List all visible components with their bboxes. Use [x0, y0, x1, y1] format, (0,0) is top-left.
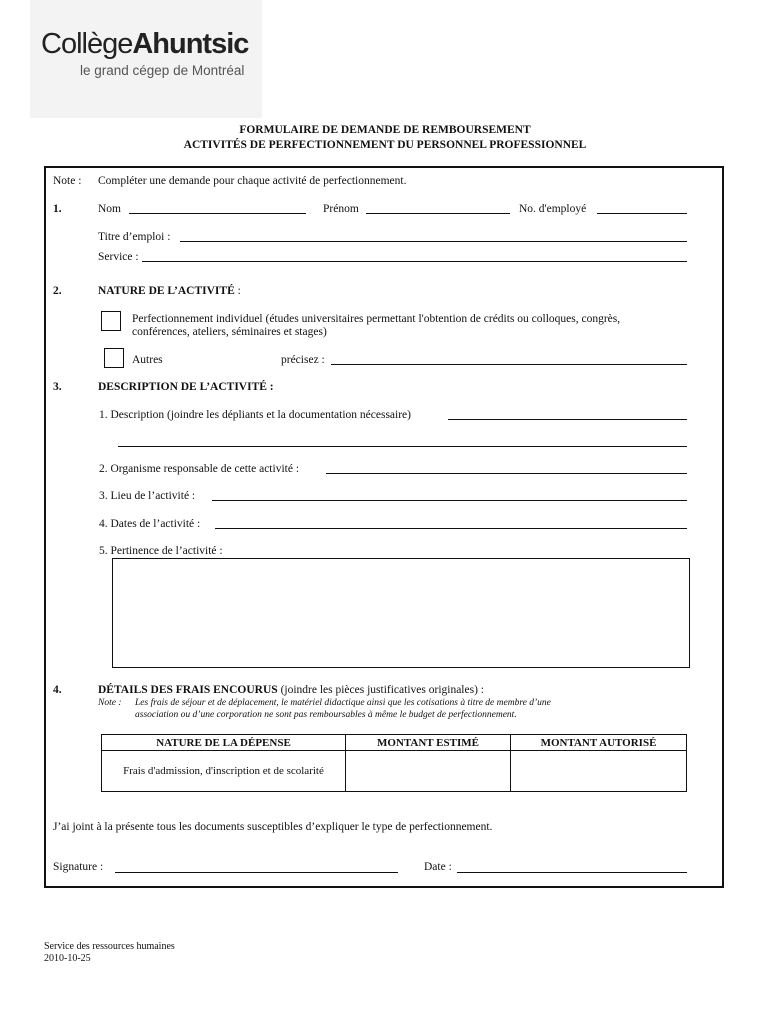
description-field[interactable]	[448, 419, 687, 420]
option1-text-line2: conférences, ateliers, séminaires et stages)	[132, 326, 327, 338]
nom-label: Nom	[98, 203, 121, 215]
precisez-field[interactable]	[331, 364, 687, 365]
section3-heading: DESCRIPTION DE L’ACTIVITÉ :	[98, 381, 274, 393]
note-label: Note :	[53, 175, 82, 187]
table-cell-montant-estime[interactable]	[346, 751, 511, 792]
dates-field[interactable]	[215, 528, 687, 529]
table-cell-montant-autorise[interactable]	[511, 751, 687, 792]
pertinence-textarea[interactable]	[112, 558, 690, 668]
checkbox-perfectionnement-individuel[interactable]	[101, 311, 121, 331]
organisme-field[interactable]	[326, 473, 687, 474]
section2-heading-suffix: :	[234, 285, 241, 297]
footer-department: Service des ressources humaines	[44, 941, 175, 952]
pertinence-label: 5. Pertinence de l’activité :	[99, 545, 223, 557]
service-label: Service :	[98, 251, 139, 263]
description-field-line2[interactable]	[118, 446, 687, 447]
section4-heading: DÉTAILS DES FRAIS ENCOURUS	[98, 684, 278, 696]
lieu-label: 3. Lieu de l’activité :	[99, 490, 196, 502]
section2-number: 2.	[53, 285, 62, 297]
option2-label: Autres	[132, 354, 163, 366]
closing-statement: J’ai joint à la présente tous les documents susceptibles d’expliquer le type de perfectionnement.	[53, 821, 493, 833]
section4-note-line2: association ou d’une corporation ne sont pas remboursables à même le budget de perfectionnement.	[135, 710, 517, 720]
date-field[interactable]	[457, 872, 687, 873]
date-label: Date :	[424, 861, 452, 873]
footer-date: 2010-10-25	[44, 953, 91, 964]
signature-field[interactable]	[115, 872, 398, 873]
prenom-label: Prénom	[323, 203, 359, 215]
section2-heading: NATURE DE L’ACTIVITÉ	[98, 285, 235, 297]
logo-text-ahuntsic: Ahuntsic	[132, 28, 249, 60]
logo-tagline: le grand cégep de Montréal	[80, 63, 245, 78]
table-row	[102, 751, 687, 792]
section4-note-line1: Les frais de séjour et de déplacement, le matériel didactique ainsi que les cotisations à titre de membre d’une	[135, 698, 551, 708]
section4-number: 4.	[53, 684, 62, 696]
section1-number: 1.	[53, 203, 62, 215]
table-cell-nature: Frais d'admission, d'inscription et de scolarité	[102, 751, 346, 792]
prenom-field[interactable]	[366, 213, 510, 214]
nom-field[interactable]	[129, 213, 306, 214]
checkbox-autres[interactable]	[104, 348, 124, 368]
table-header-nature: NATURE DE LA DÉPENSE	[102, 735, 346, 751]
employe-label: No. d'employé	[519, 203, 587, 215]
logo-text-college: Collège	[41, 28, 133, 60]
description-label: 1. Description (joindre les dépliants et la documentation nécessaire)	[99, 409, 411, 421]
form-title-line2: ACTIVITÉS DE PERFECTIONNEMENT DU PERSONNEL PROFESSIONNEL	[183, 139, 587, 151]
titre-emploi-label: Titre d’emploi :	[98, 231, 171, 243]
table-header-montant-autorise: MONTANT AUTORISÉ	[511, 735, 687, 751]
section4-heading-suffix: (joindre les pièces justificatives originales) :	[277, 684, 484, 696]
employe-field[interactable]	[597, 213, 687, 214]
option1-text-line1: Perfectionnement individuel (études universitaires permettant l'obtention de crédits ou colloques, congrès,	[132, 313, 621, 325]
dates-label: 4. Dates de l’activité :	[99, 518, 201, 530]
college-logo	[41, 28, 248, 61]
table-header-montant-estime: MONTANT ESTIMÉ	[346, 735, 511, 751]
form-title-line1: FORMULAIRE DE DEMANDE DE REMBOURSEMENT	[239, 124, 531, 136]
precisez-label: précisez :	[281, 354, 325, 366]
lieu-field[interactable]	[212, 500, 687, 501]
expenses-table	[101, 734, 687, 792]
titre-emploi-field[interactable]	[180, 241, 687, 242]
note-text: Compléter une demande pour chaque activité de perfectionnement.	[98, 175, 407, 187]
organisme-label: 2. Organisme responsable de cette activité :	[99, 463, 300, 475]
service-field[interactable]	[142, 261, 687, 262]
section3-number: 3.	[53, 381, 62, 393]
section4-note-label: Note :	[98, 698, 122, 708]
signature-label: Signature :	[53, 861, 104, 873]
